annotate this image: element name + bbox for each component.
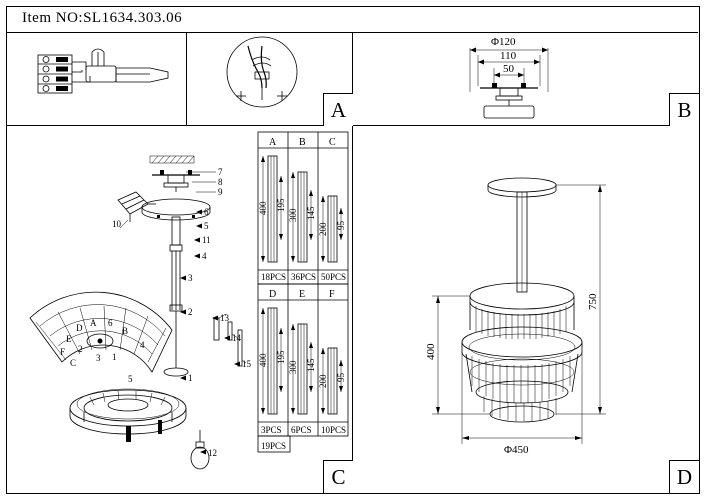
parts-count-d: 3PCS — [261, 425, 282, 435]
dim-phi450: Φ450 — [504, 444, 529, 456]
parts-len-f-inner: 95 — [336, 373, 346, 382]
parts-count-c: 50PCS — [321, 272, 347, 282]
parts-len-d-inner: 195 — [276, 350, 286, 364]
parts-header-d: D — [269, 289, 277, 300]
svg-text:E: E — [66, 334, 72, 344]
panel-label-b: B — [677, 98, 692, 122]
svg-text:1: 1 — [112, 352, 117, 362]
panel-label-c: C — [331, 465, 346, 489]
callout-8: 8 — [218, 177, 223, 187]
svg-text:D: D — [76, 323, 83, 333]
svg-text:5: 5 — [128, 374, 133, 384]
parts-header-c: C — [329, 137, 336, 148]
parts-len-a-inner: 195 — [276, 198, 286, 212]
parts-header-f: F — [329, 289, 335, 300]
parts-header-e: E — [299, 289, 306, 300]
callout-5: 5 — [204, 221, 209, 231]
dim-50: 50 — [503, 63, 514, 75]
parts-header-b: B — [299, 137, 306, 148]
callout-7: 7 — [218, 167, 223, 177]
parts-count-a: 18PCS — [261, 272, 287, 282]
parts-header-a: A — [269, 137, 277, 148]
parts-count-f: 10PCS — [321, 425, 347, 435]
parts-len-a-outer: 400 — [258, 201, 268, 215]
parts-len-f-outer: 200 — [318, 374, 328, 388]
parts-len-e-inner: 145 — [306, 358, 316, 372]
parts-len-b-outer: 300 — [288, 208, 298, 222]
svg-text:3: 3 — [96, 353, 101, 363]
callout-11: 11 — [202, 235, 211, 245]
callout-6: 6 — [204, 207, 209, 217]
parts-len-d-outer: 400 — [258, 353, 268, 367]
parts-count-total: 19PCS — [261, 441, 287, 451]
dim-400: 400 — [425, 343, 437, 360]
parts-len-b-inner: 145 — [306, 206, 316, 220]
dim-750: 750 — [587, 293, 599, 310]
parts-len-c-outer: 200 — [318, 222, 328, 236]
svg-text:B: B — [122, 326, 129, 336]
dim-phi120: Φ120 — [491, 36, 516, 48]
callout-9: 9 — [218, 187, 223, 197]
svg-text:2: 2 — [78, 344, 83, 354]
callout-15: 15 — [242, 359, 251, 369]
callout-2: 2 — [188, 307, 193, 317]
svg-text:F: F — [60, 347, 66, 357]
parts-len-e-outer: 300 — [288, 360, 298, 374]
item-number-title: Item NO:SL1634.303.06 — [22, 10, 183, 26]
callout-14: 14 — [232, 333, 241, 343]
panel-label-a: A — [330, 98, 347, 122]
svg-text:A: A — [90, 318, 97, 328]
svg-text:4: 4 — [140, 340, 145, 350]
callout-12: 12 — [208, 448, 217, 458]
dim-110: 110 — [500, 50, 517, 62]
svg-text:6: 6 — [108, 318, 113, 328]
parts-len-c-inner: 95 — [336, 221, 346, 230]
parts-count-b: 36PCS — [291, 272, 317, 282]
callout-13: 13 — [220, 313, 229, 323]
callout-10: 10 — [112, 219, 121, 229]
svg-text:C: C — [70, 358, 77, 368]
callout-3: 3 — [188, 273, 193, 283]
parts-count-e: 6PCS — [291, 425, 312, 435]
callout-4: 4 — [202, 251, 207, 261]
callout-1: 1 — [188, 373, 193, 383]
panel-label-d: D — [676, 465, 693, 489]
